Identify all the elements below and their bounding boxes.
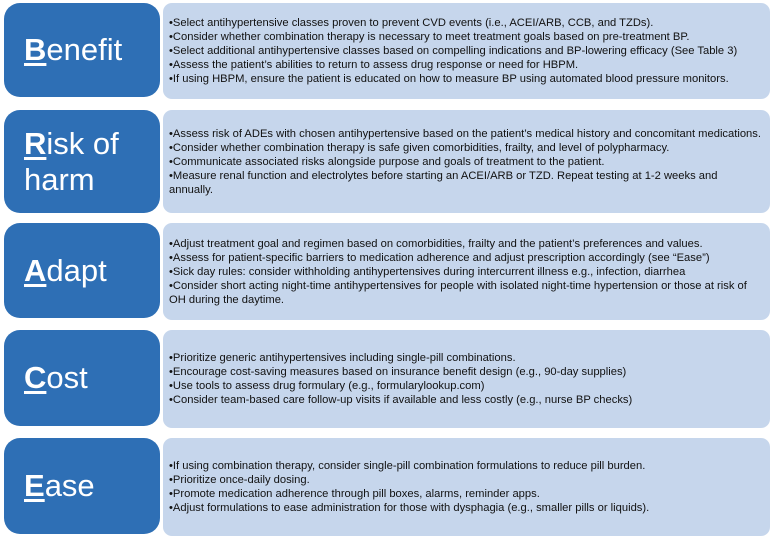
ease-label (4, 438, 160, 534)
list-item: •Communicate associated risks alongside purpose and goals of treatment to the patient. (169, 155, 605, 168)
cost-label (4, 330, 160, 426)
ease-rest: ase (44, 468, 95, 503)
list-item: •Sick day rules: consider withholding antihypertensives during intercurrent illness e.g., infection, diarrhea (169, 265, 686, 278)
ease-initial: E (24, 468, 45, 503)
adapt-box (163, 223, 770, 320)
list-item: •Consider team-based care follow-up visits if available and less costly (e.g., nurse BP checks) (169, 394, 633, 406)
risk-line2: harm (24, 161, 95, 197)
list-item: •Promote medication adherence through pill boxes, alarms, reminder apps. (169, 488, 540, 500)
adapt-rest: dapt (46, 252, 107, 288)
list-item: •Assess risk of ADEs with chosen antihypertensive based on the patient’s medical history and concomitant medications. (169, 127, 761, 140)
list-item: •If using combination therapy, consider single-pill combination formulations to reduce pill burden. (169, 460, 646, 472)
list-item: •Consider short acting night-time antihypertensives for people with isolated night-time hypertension or those at risk of OH during the daytime. (169, 279, 747, 306)
cost-box (163, 330, 770, 428)
cost-rest: ost (46, 360, 88, 395)
risk-of-harm-label (4, 110, 160, 213)
benefit-box (163, 3, 770, 99)
list-item: •Select additional antihypertensive classes based on compelling indications and BP-lowering efficacy (See Table 3) (169, 45, 738, 57)
list-item: •If using HBPM, ensure the patient is educated on how to measure BP using automated blood pressure monitors. (169, 73, 729, 85)
list-item: •Adjust treatment goal and regimen based on comorbidities, frailty and the patient’s preferences and values. (169, 237, 703, 250)
list-item: •Measure renal function and electrolytes before starting an ACEI/ARB or TZD. Repeat testing at 1-2 weeks and annually. (169, 169, 718, 196)
list-item: •Assess the patient’s abilities to return to assess drug response or need for HBPM. (169, 59, 579, 71)
list-item: •Encourage cost-saving measures based on insurance benefit design (e.g., 90-day supplies) (169, 366, 627, 378)
ease-box (163, 438, 770, 536)
risk-initial: R (24, 125, 47, 161)
adapt-label (4, 223, 160, 318)
list-item: •Assess for patient-specific barriers to medication adherence and adjust prescription accordingly (see “Ease”) (169, 251, 710, 264)
risk-of-harm-box (163, 110, 770, 213)
list-item: •Prioritize once-daily dosing. (169, 474, 310, 486)
list-item: •Prioritize generic antihypertensives including single-pill combinations. (169, 352, 516, 364)
list-item: •Adjust formulations to ease administration for those with dysphagia (e.g., smaller pills or liquids). (169, 502, 650, 514)
cost-initial: C (24, 360, 47, 395)
benefit-initial: B (24, 32, 47, 67)
benefit-label (4, 3, 160, 97)
list-item: •Select antihypertensive classes proven to prevent CVD events (i.e., ACEI/ARB, CCB, and TZDs). (169, 17, 654, 29)
list-item: •Consider whether combination therapy is safe given comorbidities, frailty, and level of polypharmacy. (169, 141, 670, 154)
risk-rest: isk of (46, 125, 119, 161)
adapt-initial: A (24, 252, 47, 288)
benefit-rest: enefit (46, 32, 123, 67)
list-item: •Use tools to assess drug formulary (e.g., formularylookup.com) (169, 380, 485, 392)
list-item: •Consider whether combination therapy is necessary to meet treatment goals based on pre-treatment BP. (169, 31, 690, 43)
